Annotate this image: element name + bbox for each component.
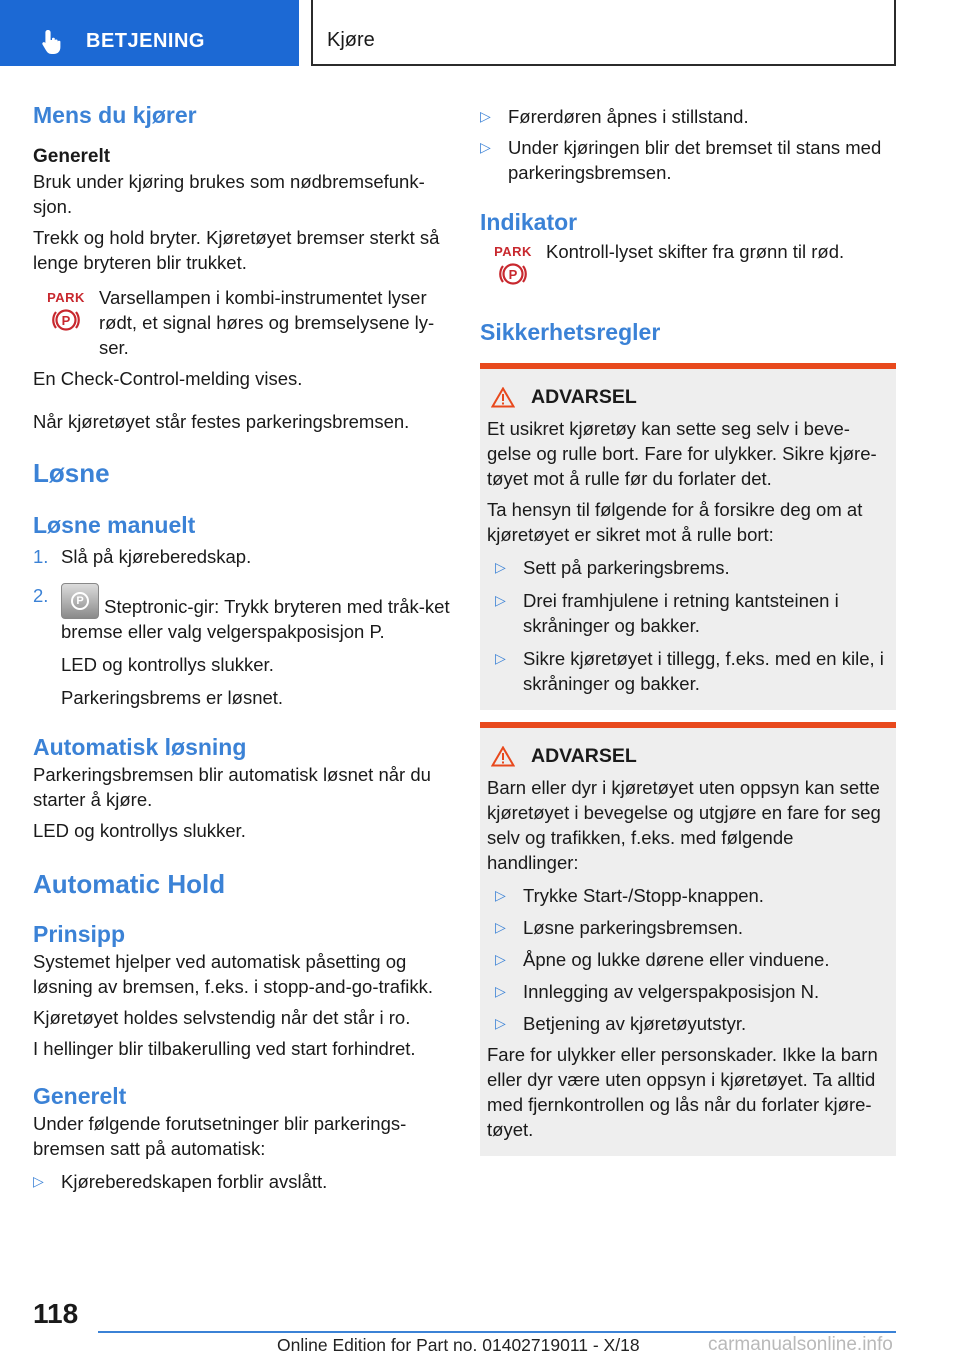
paragraph: Varsellampen i kombi-instrumentet lyser rødt, et signal høres og bremselysene ly-ser. xyxy=(99,287,435,358)
footer-divider xyxy=(98,1331,896,1333)
list-item xyxy=(487,979,889,1004)
heading-automatisk-losning: Automatisk løsning xyxy=(33,734,247,760)
paragraph: LED og kontrollys slukker. xyxy=(61,654,274,675)
indikator-row xyxy=(480,239,896,287)
list-text: Slå på kjøreberedskap. xyxy=(61,546,252,567)
bullet-triangle-icon: ▷ xyxy=(495,1015,506,1031)
warning-triangle-icon xyxy=(491,387,515,408)
warning-header xyxy=(487,385,889,410)
list-item xyxy=(487,646,889,696)
svg-text:P: P xyxy=(508,267,518,282)
list-item xyxy=(33,1169,453,1194)
warning-box xyxy=(480,363,896,710)
bullet-triangle-icon: ▷ xyxy=(495,887,506,903)
warning-title: ADVARSEL xyxy=(531,745,637,767)
list-text: Kjøreberedskapen forblir avslått. xyxy=(61,1171,328,1192)
list-text: Åpne og lukke dørene eller vinduene. xyxy=(523,949,830,970)
park-brake-icon xyxy=(33,285,99,360)
heading-losne-manuelt: Løsne manuelt xyxy=(33,512,196,538)
list-text: Under kjøringen blir det bremset til stans med parkeringsbremsen. xyxy=(508,137,882,183)
list-item xyxy=(33,544,453,569)
paragraph: LED og kontrollys slukker. xyxy=(33,820,246,841)
list-text: Innlegging av velgerspakposisjon N. xyxy=(523,981,820,1002)
park-label: PARK xyxy=(47,290,85,305)
list-item xyxy=(487,915,889,940)
paragraph: Parkeringsbrems er løsnet. xyxy=(61,687,284,708)
heading-losne: Løsne xyxy=(33,458,110,488)
paragraph: Fare for ulykker eller personskader. Ikke la barn eller dyr være uten oppsyn i kjøretøyet. Ta alltid med fjernkontrollen og lås når du forlater kjøre-tøyet. xyxy=(487,1044,878,1140)
list-text-wrap xyxy=(61,583,453,644)
paragraph: I hellinger blir tilbakerulling ved start forhindret. xyxy=(33,1038,416,1059)
park-warning-row xyxy=(33,285,453,360)
heading-generelt: Generelt xyxy=(33,146,111,167)
chapter-label: Kjøre xyxy=(327,29,375,51)
footer-edition: Online Edition for Part no. 01402719011 - X/18 xyxy=(277,1335,640,1355)
bullet-triangle-icon: ▷ xyxy=(495,592,506,608)
list-item xyxy=(33,583,453,644)
paragraph: Et usikret kjøretøy kan sette seg selv i beve-gelse og rulle bort. Fare for ulykker. Sikre kjøre-tøyet mot å rulle før du forlater det. xyxy=(487,418,877,489)
park-label: PARK xyxy=(494,244,532,259)
list-text: Drei framhjulene i retning kantsteinen i skråninger og bakker. xyxy=(523,590,839,636)
heading-automatic-hold: Automatic Hold xyxy=(33,869,226,899)
paragraph: Kontroll-lyset skifter fra grønn til rød. xyxy=(546,241,845,262)
bullet-triangle-icon: ▷ xyxy=(495,650,506,666)
list-number: 2. xyxy=(33,585,49,606)
list-item xyxy=(487,588,889,638)
chapter-tab[interactable] xyxy=(311,0,896,66)
list-text: Betjening av kjøretøyutstyr. xyxy=(523,1013,747,1034)
list-text: Trykke Start-/Stopp-knappen. xyxy=(523,885,764,906)
list-text: Førerdøren åpnes i stillstand. xyxy=(508,106,749,127)
list-text: Steptronic-gir: Trykk bryteren med tråk-ket bremse eller valg velgerspakposisjon P. xyxy=(61,596,450,642)
bullet-triangle-icon: ▷ xyxy=(495,559,506,575)
warning-header xyxy=(487,744,889,769)
paragraph: Systemet hjelper ved automatisk påsetting og løsning av bremsen, f.eks. i stopp-and-go-trafikk. xyxy=(33,951,433,997)
bullet-triangle-icon: ▷ xyxy=(495,983,506,999)
bullet-triangle-icon: ▷ xyxy=(33,1173,44,1189)
bullet-triangle-icon: ▷ xyxy=(495,919,506,935)
paragraph: Ta hensyn til følgende for å forsikre deg om at kjøretøyet er sikret mot å rulle bort: xyxy=(487,499,863,545)
section-label: BETJENING xyxy=(86,30,205,52)
page-header xyxy=(0,0,960,66)
paragraph: Bruk under kjøring brukes som nødbremsefunk-sjon. xyxy=(33,171,425,217)
heading-sikkerhetsregler: Sikkerhetsregler xyxy=(480,319,661,345)
warning-triangle-icon xyxy=(491,746,515,767)
list-item xyxy=(487,555,889,580)
paragraph: Barn eller dyr i kjøretøyet uten oppsyn kan sette kjøretøyet i bevegelse og utgjøre en fare for seg selv og trafikken, f.eks. med følgende handlinger: xyxy=(487,777,881,873)
list-item xyxy=(487,883,889,908)
bullet-triangle-icon: ▷ xyxy=(480,139,491,155)
list-item xyxy=(480,135,896,185)
svg-text:P: P xyxy=(61,313,71,328)
heading-prinsipp: Prinsipp xyxy=(33,921,126,947)
left-column xyxy=(33,100,453,1194)
heading-generelt-2: Generelt xyxy=(33,1083,127,1109)
list-text: Løsne parkeringsbremsen. xyxy=(523,917,744,938)
parking-brake-circle-icon xyxy=(51,307,81,333)
paragraph: Parkeringsbremsen blir automatisk løsnet når du starter å kjøre. xyxy=(33,764,431,810)
paragraph: Under følgende forutsetninger blir parkerings-bremsen satt på automatisk: xyxy=(33,1113,407,1159)
list-text: Sett på parkeringsbrems. xyxy=(523,557,730,578)
list-text: Sikre kjøretøyet i tillegg, f.eks. med en kile, i skråninger og bakker. xyxy=(523,648,884,694)
right-column xyxy=(480,100,896,1156)
park-brake-icon xyxy=(480,239,546,287)
paragraph: Når kjøretøyet står festes parkeringsbremsen. xyxy=(33,411,410,432)
page-number: 118 xyxy=(33,1298,79,1329)
list-item xyxy=(487,947,889,972)
warning-box xyxy=(480,722,896,1156)
parking-brake-circle-icon xyxy=(498,261,528,287)
steptronic-button-icon: P xyxy=(61,583,99,619)
heading-indikator: Indikator xyxy=(480,209,578,235)
footer-watermark: carmanualsonline.info xyxy=(708,1334,893,1355)
paragraph: Trekk og hold bryter. Kjøretøyet bremser sterkt så lenge bryteren blir trukket. xyxy=(33,227,440,273)
warning-title: ADVARSEL xyxy=(531,386,637,408)
section-tab-betjening[interactable] xyxy=(0,0,299,66)
list-item xyxy=(487,1011,889,1036)
list-item xyxy=(480,104,896,129)
paragraph: Kjøretøyet holdes selvstendig når det står i ro. xyxy=(33,1007,411,1028)
list-number: 1. xyxy=(33,546,49,567)
heading-mens-du-kjorer: Mens du kjører xyxy=(33,102,197,128)
hand-pointer-icon xyxy=(40,28,66,56)
paragraph: En Check-Control-melding vises. xyxy=(33,368,303,389)
bullet-triangle-icon: ▷ xyxy=(495,951,506,967)
bullet-triangle-icon: ▷ xyxy=(480,108,491,124)
